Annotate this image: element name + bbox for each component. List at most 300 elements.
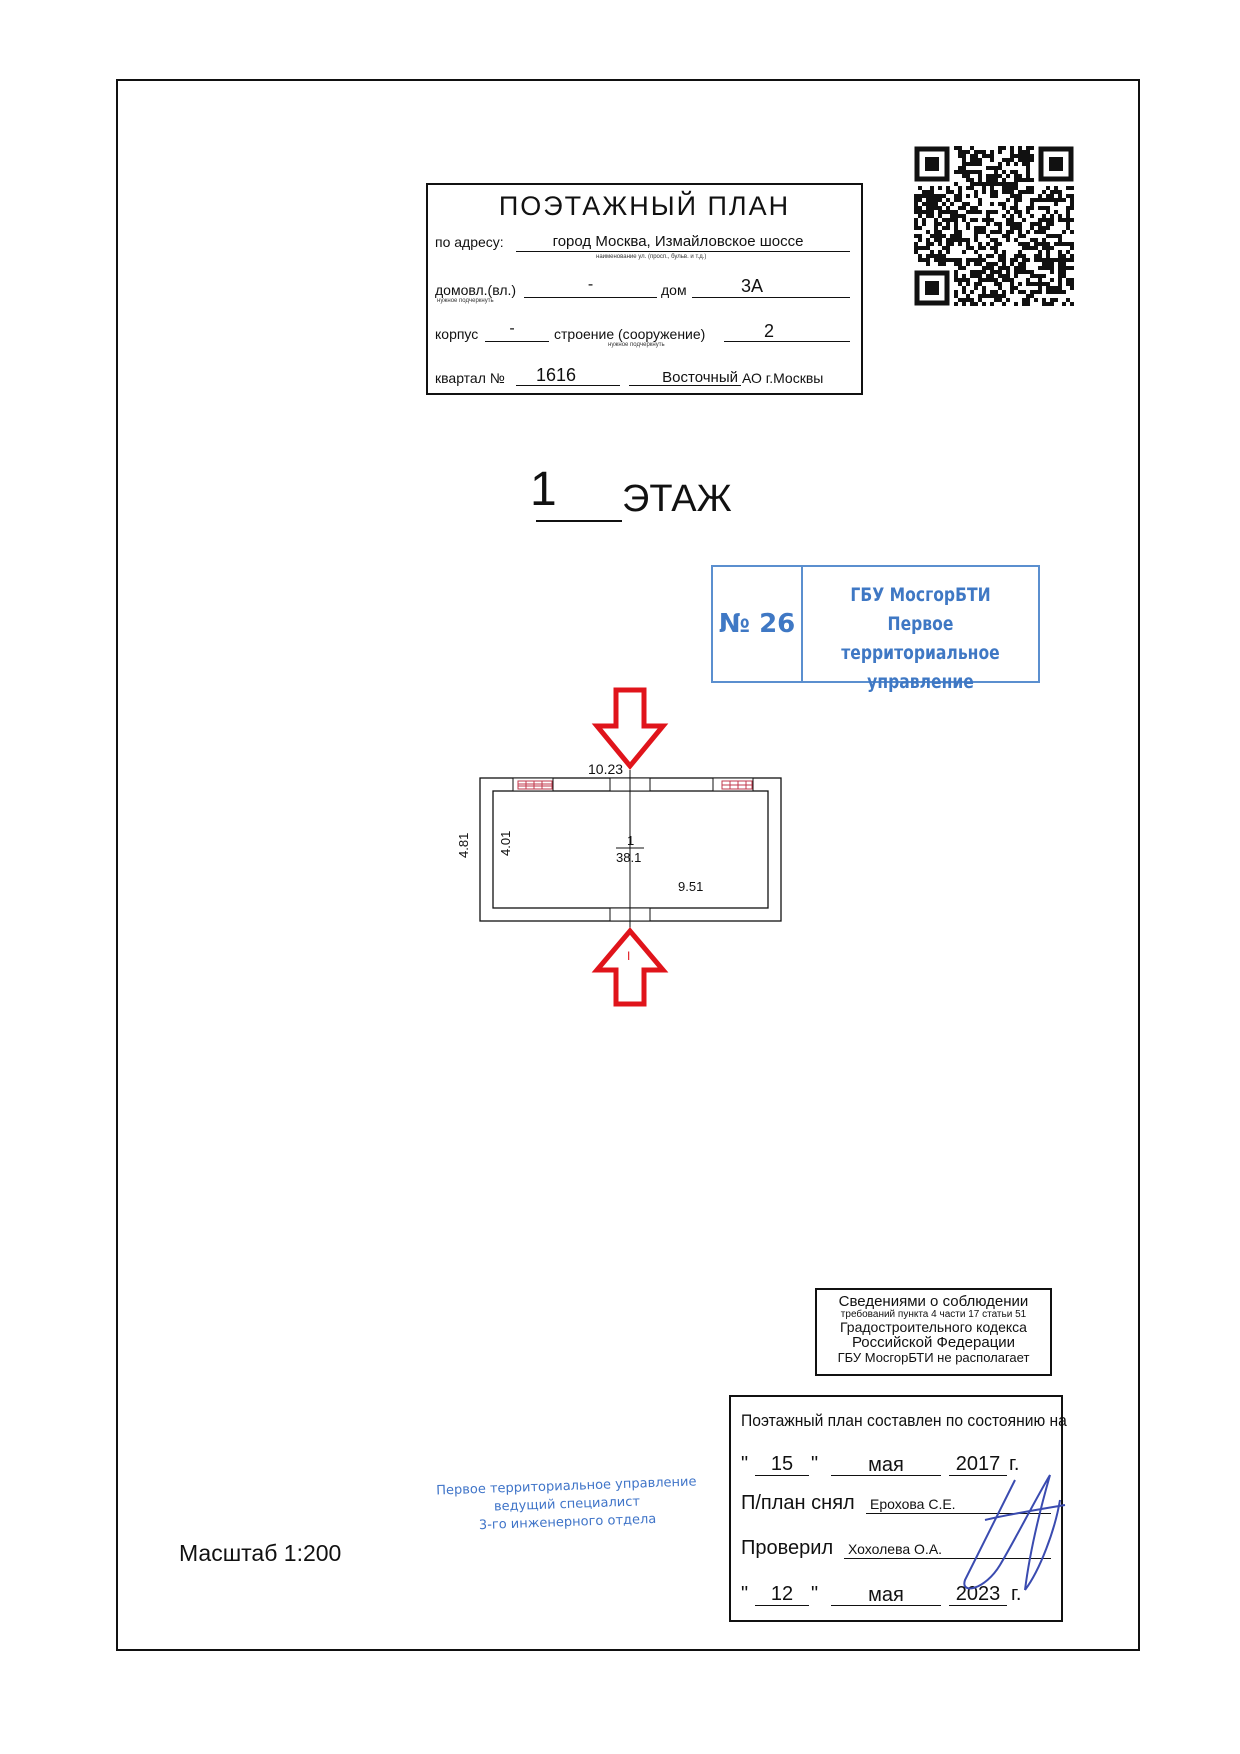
qr-module [1010, 278, 1014, 282]
qr-module [1010, 214, 1014, 218]
qr-module [1054, 202, 1058, 206]
qr-module [1066, 214, 1070, 218]
qr-module [1066, 194, 1070, 198]
qr-module [966, 210, 970, 214]
qr-module [1018, 222, 1022, 226]
qr-module [1026, 270, 1030, 274]
qr-module [1018, 270, 1022, 274]
qr-module [946, 246, 950, 250]
qr-module [1050, 194, 1054, 198]
qr-module [974, 226, 978, 230]
qr-module [986, 210, 990, 214]
dom-value: 3А [740, 276, 764, 296]
qr-module [1042, 238, 1046, 242]
qr-module [970, 146, 974, 150]
qr-module [1030, 226, 1034, 230]
qr-module [1010, 158, 1014, 162]
qr-module [974, 286, 978, 290]
qr-module [990, 254, 994, 258]
qr-module [1030, 198, 1034, 202]
document-title: ПОЭТАЖНЫЙ ПЛАН [498, 191, 791, 221]
qr-module [1070, 258, 1074, 262]
qr-module [982, 190, 986, 194]
compliance-note [815, 1288, 1052, 1376]
qr-module [1042, 190, 1046, 194]
qr-module [922, 218, 926, 222]
qr-module [990, 186, 994, 190]
qr-module [974, 170, 978, 174]
qr-module [1010, 206, 1014, 210]
qr-module [1058, 242, 1062, 246]
qr-module [934, 198, 938, 202]
qr-module [986, 234, 990, 238]
qr-module [1010, 150, 1014, 154]
qr-module [934, 258, 938, 262]
qr-module [994, 210, 998, 214]
qr-module [990, 294, 994, 298]
qr-module [930, 250, 934, 254]
qr-module [998, 294, 1002, 298]
qr-module [1010, 290, 1014, 294]
qr-module [954, 210, 958, 214]
qr-module [1026, 158, 1030, 162]
qr-module [1070, 206, 1074, 210]
date1-month: мая [868, 1454, 904, 1476]
qr-module [966, 262, 970, 266]
qr-module [1026, 154, 1030, 158]
qr-module [986, 154, 990, 158]
qr-module [914, 202, 918, 206]
qr-module [990, 246, 994, 250]
address-hint: наименование ул. (просп., бульв. и т.д.) [596, 254, 707, 260]
qr-module [926, 210, 930, 214]
qr-module [1022, 298, 1026, 302]
qr-module [1058, 286, 1062, 290]
qr-module [918, 254, 922, 258]
qr-module [990, 194, 994, 198]
qr-module [974, 302, 978, 306]
qr-module [962, 250, 966, 254]
qr-module [926, 258, 930, 262]
qr-module [1018, 214, 1022, 218]
qr-module [958, 262, 962, 266]
qr-module [1002, 302, 1006, 306]
qr-module [958, 190, 962, 194]
qr-module [1026, 190, 1030, 194]
domovl-hint: нужное подчеркнуть [437, 298, 494, 304]
qr-module [990, 262, 994, 266]
stamp-number: № 26 [713, 567, 803, 681]
qr-module [994, 166, 998, 170]
qr-module [1030, 222, 1034, 226]
qr-module [1050, 286, 1054, 290]
qr-module [926, 242, 930, 246]
qr-module [990, 158, 994, 162]
qr-module [1062, 262, 1066, 266]
qr-module [958, 146, 962, 150]
qr-module [1002, 182, 1006, 186]
qr-module [978, 182, 982, 186]
qr-module [966, 150, 970, 154]
qr-module [1022, 162, 1026, 166]
qr-module [934, 218, 938, 222]
qr-module [954, 274, 958, 278]
qr-module [938, 222, 942, 226]
qr-module [1026, 258, 1030, 262]
qr-module [946, 190, 950, 194]
qr-module [1002, 250, 1006, 254]
qr-module [958, 282, 962, 286]
qr-module [1018, 190, 1022, 194]
stamp-line-2: Первое территориальное [841, 613, 1000, 664]
qr-module [1026, 242, 1030, 246]
qr-module [1042, 198, 1046, 202]
qr-module [974, 274, 978, 278]
qr-module [978, 174, 982, 178]
qr-module [946, 222, 950, 226]
qr-module [1006, 174, 1010, 178]
qr-module [1054, 298, 1058, 302]
qr-module [1066, 258, 1070, 262]
qr-module [1006, 278, 1010, 282]
qr-module [994, 222, 998, 226]
qr-module [954, 258, 958, 262]
qr-module [978, 150, 982, 154]
floor-number: 1 [530, 463, 557, 516]
qr-module [990, 270, 994, 274]
qr-module [1062, 274, 1066, 278]
qr-module [970, 186, 974, 190]
qr-module [1006, 158, 1010, 162]
qr-module [1038, 218, 1042, 222]
qr-module [1042, 274, 1046, 278]
qr-module [1010, 282, 1014, 286]
qr-module [1058, 214, 1062, 218]
qr-module [1070, 202, 1074, 206]
qr-module [1030, 154, 1034, 158]
qr-module [954, 234, 958, 238]
qr-module [1010, 226, 1014, 230]
qr-module [998, 266, 1002, 270]
qr-module [942, 218, 946, 222]
qr-module [1046, 210, 1050, 214]
qr-module [1022, 302, 1026, 306]
qr-module [1050, 258, 1054, 262]
qr-module [930, 206, 934, 210]
qr-module [938, 198, 942, 202]
qr-module [1014, 254, 1018, 258]
qr-module [1070, 286, 1074, 290]
qr-module [1030, 270, 1034, 274]
qr-module [978, 158, 982, 162]
qr-module [914, 242, 918, 246]
qr-module [950, 190, 954, 194]
date2-day: 12 [770, 1583, 794, 1605]
qr-module [970, 210, 974, 214]
qr-module [1026, 146, 1030, 150]
qr-module [1006, 198, 1010, 202]
qr-module [958, 154, 962, 158]
qr-module [1026, 178, 1030, 182]
qr-module [1058, 262, 1062, 266]
qr-module [978, 170, 982, 174]
qr-module [938, 206, 942, 210]
qr-module [1026, 278, 1030, 282]
qr-module [974, 206, 978, 210]
qr-module [966, 174, 970, 178]
qr-module [1034, 242, 1038, 246]
checked-by: Хохолева О.А. [848, 1541, 943, 1557]
qr-module [930, 214, 934, 218]
qr-module [978, 298, 982, 302]
qr-module [1018, 174, 1022, 178]
qr-module [958, 258, 962, 262]
qr-module [914, 222, 918, 226]
qr-module [1046, 250, 1050, 254]
qr-module [958, 170, 962, 174]
qr-module [974, 190, 978, 194]
qr-module [978, 202, 982, 206]
bti-stamp [711, 565, 1040, 693]
qr-module [1070, 282, 1074, 286]
qr-module [1030, 294, 1034, 298]
qr-module [998, 298, 1002, 302]
qr-module [974, 210, 978, 214]
qr-module [1062, 230, 1066, 234]
cert-line-3: Градостроительного кодекса [840, 1319, 1027, 1335]
qr-module [1014, 186, 1018, 190]
qr-module [1006, 186, 1010, 190]
qr-module [1014, 274, 1018, 278]
qr-module [986, 266, 990, 270]
dim-inner-width: 9.51 [678, 879, 704, 894]
note-line-1: Первое территориальное управление [435, 1474, 697, 1499]
qr-module [918, 214, 922, 218]
qr-module [954, 230, 958, 234]
qr-module [990, 302, 994, 306]
stroenie-value: 2 [763, 321, 774, 341]
qr-module [1038, 206, 1042, 210]
qr-module [1002, 266, 1006, 270]
qr-module [1010, 154, 1014, 158]
qr-module [1030, 290, 1034, 294]
qr-module [954, 238, 958, 242]
qr-module [986, 178, 990, 182]
qr-module [966, 258, 970, 262]
qr-module [1062, 270, 1066, 274]
date2-year: 2023 [955, 1583, 1001, 1605]
qr-module [946, 186, 950, 190]
qr-module [962, 154, 966, 158]
qr-module [1046, 194, 1050, 198]
qr-module [938, 262, 942, 266]
qr-module [938, 242, 942, 246]
qr-module [926, 202, 930, 206]
qr-module [1026, 206, 1030, 210]
dim-width: 10.23 [588, 761, 624, 777]
qr-module [1050, 198, 1054, 202]
qr-module [1058, 238, 1062, 242]
qr-module [942, 246, 946, 250]
qr-module [930, 186, 934, 190]
qr-module [958, 242, 962, 246]
qr-module [930, 242, 934, 246]
qr-module [966, 242, 970, 246]
qr-module [1002, 146, 1006, 150]
qr-module [938, 258, 942, 262]
qr-module [974, 270, 978, 274]
qr-module [1022, 262, 1026, 266]
qr-module [970, 182, 974, 186]
qr-module [962, 274, 966, 278]
qr-module [966, 282, 970, 286]
qr-module [1046, 206, 1050, 210]
qr-module [1014, 226, 1018, 230]
qr-module [922, 258, 926, 262]
qr-module [974, 282, 978, 286]
qr-module [926, 262, 930, 266]
qr-module [978, 270, 982, 274]
qr-module [974, 158, 978, 162]
qr-module [918, 198, 922, 202]
qr-module [1026, 282, 1030, 286]
qr-module [934, 238, 938, 242]
qr-module [970, 218, 974, 222]
qr-module [926, 246, 930, 250]
qr-module [986, 294, 990, 298]
qr-module [1046, 218, 1050, 222]
qr-module [1050, 218, 1054, 222]
qr-module [1046, 290, 1050, 294]
qr-module [994, 170, 998, 174]
qr-module [1014, 154, 1018, 158]
stamp-line-1: ГБУ МосгорБТИ [850, 584, 991, 606]
qr-module [998, 282, 1002, 286]
qr-module [942, 194, 946, 198]
korpus-label: корпус [435, 326, 479, 342]
qr-module [1030, 186, 1034, 190]
qr-module [962, 302, 966, 306]
qr-module [1050, 262, 1054, 266]
qr-code [914, 146, 1074, 306]
qr-module [966, 162, 970, 166]
qr-module [1054, 258, 1058, 262]
qr-module [918, 234, 922, 238]
qr-module [1062, 290, 1066, 294]
qr-module [1018, 178, 1022, 182]
qr-module [914, 246, 918, 250]
qr-module [1058, 218, 1062, 222]
qr-module [1070, 186, 1074, 190]
qr-module [954, 214, 958, 218]
qr-module [1030, 190, 1034, 194]
qr-module [974, 182, 978, 186]
qr-module [1070, 218, 1074, 222]
qr-module [934, 206, 938, 210]
qr-module [990, 274, 994, 278]
qr-module [1018, 250, 1022, 254]
qr-module [962, 298, 966, 302]
qr-module [994, 290, 998, 294]
qr-module [962, 202, 966, 206]
qr-module [990, 178, 994, 182]
kvartal-value: 1616 [535, 365, 577, 385]
qr-module [974, 218, 978, 222]
qr-module [1022, 158, 1026, 162]
qr-module [994, 182, 998, 186]
qr-module [994, 174, 998, 178]
qr-module [958, 186, 962, 190]
qr-module [970, 170, 974, 174]
qr-module [958, 230, 962, 234]
qr-module [958, 234, 962, 238]
qr-module [914, 234, 918, 238]
qr-module [1022, 290, 1026, 294]
qr-module [1002, 170, 1006, 174]
qr-module [958, 214, 962, 218]
qr-module [1046, 226, 1050, 230]
taken-by: Ерохова С.Е. [870, 1496, 956, 1512]
qr-module [966, 294, 970, 298]
qr-module [958, 194, 962, 198]
qr-module [962, 214, 966, 218]
qr-module [986, 166, 990, 170]
qr-module [1010, 190, 1014, 194]
floor-underline [536, 520, 622, 522]
qr-module [1046, 266, 1050, 270]
qr-module [1022, 150, 1026, 154]
floor-label: ЭТАЖ [622, 478, 732, 520]
qr-module [918, 258, 922, 262]
qr-module [1034, 198, 1038, 202]
qr-module [1030, 214, 1034, 218]
qr-module [990, 174, 994, 178]
qr-module [1018, 154, 1022, 158]
qr-module [982, 294, 986, 298]
qr-module [978, 262, 982, 266]
qr-module [1038, 226, 1042, 230]
qr-module [962, 158, 966, 162]
qr-module [994, 246, 998, 250]
qr-module [966, 186, 970, 190]
qr-module [1038, 282, 1042, 286]
qr-module [1058, 290, 1062, 294]
qr-module [1018, 194, 1022, 198]
qr-module [982, 218, 986, 222]
plan-state-title: Поэтажный план составлен по состоянию на [741, 1411, 1067, 1430]
qr-module [1018, 230, 1022, 234]
qr-module [1046, 262, 1050, 266]
qr-module [1022, 270, 1026, 274]
qr-module [954, 226, 958, 230]
qr-module [962, 206, 966, 210]
qr-module [994, 250, 998, 254]
qr-module [998, 162, 1002, 166]
qr-module [942, 254, 946, 258]
qr-module [1050, 214, 1054, 218]
qr-module [1042, 298, 1046, 302]
cert-line-1: Сведениями о соблюдении [838, 1293, 1029, 1310]
qr-module [998, 174, 1002, 178]
qr-module [938, 254, 942, 258]
qr-module [966, 194, 970, 198]
qr-module [990, 290, 994, 294]
qr-module [954, 222, 958, 226]
qr-module [1014, 286, 1018, 290]
qr-module [1010, 146, 1014, 150]
qr-module [1046, 302, 1050, 306]
qr-module [1026, 170, 1030, 174]
